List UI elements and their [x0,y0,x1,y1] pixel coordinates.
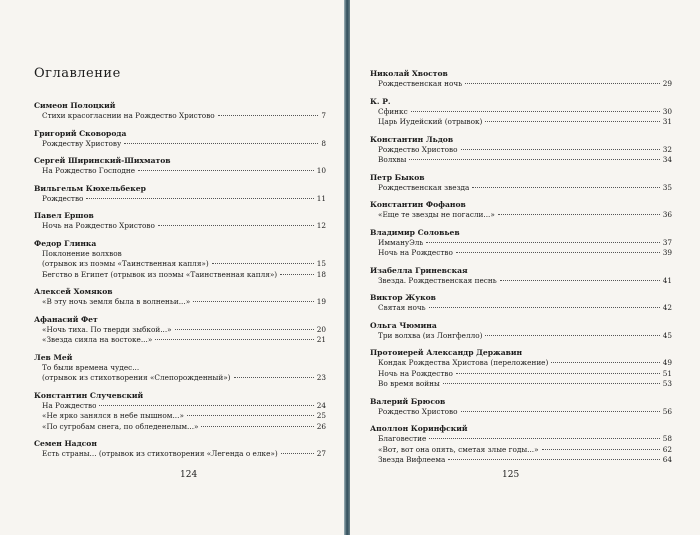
dot-leader [461,149,660,150]
contents-heading: Оглавление [34,66,121,81]
toc-item[interactable] [34,270,326,281]
toc-item[interactable] [370,369,672,380]
dot-leader [485,335,659,336]
toc-item-title: На Рождество Господне [42,166,136,175]
toc-item[interactable] [34,449,326,460]
toc-entry [34,438,326,460]
toc-item-title: Ночь на Рождество Христово [42,221,155,230]
toc-item[interactable] [34,325,326,336]
dot-leader [124,143,318,144]
toc-item[interactable] [370,455,672,466]
toc-entry [370,396,672,418]
dot-leader [280,274,314,275]
dot-leader [551,362,659,363]
toc-item[interactable] [34,194,326,205]
toc-entry [370,423,672,466]
dot-leader [175,329,314,330]
toc-item-title: Царь Иудейский (отрывок) [378,117,483,126]
toc-author: Лев Мей [34,352,73,362]
dot-leader [542,449,660,450]
toc-author: Николай Хвостов [370,69,448,78]
toc-item-title: Рождество Христово [378,144,458,154]
toc-item-title: Звезда. Рождественская песнь [378,275,497,285]
dot-leader [234,377,314,378]
toc-item-page: 20 [316,324,326,334]
toc-item-title: «По сугробам снега, по обледенелым...» [42,421,199,431]
dot-leader [426,242,659,243]
toc-author: Константин Фофанов [370,200,466,209]
toc-item-page: 34 [662,155,672,164]
toc-author: Федор Глинка [34,238,97,248]
dot-leader [461,411,660,412]
toc-item-title: Рождественская звезда [378,182,470,192]
toc-entry [370,292,672,314]
dot-leader [456,252,660,253]
toc-item-page: 64 [662,455,672,464]
toc-item[interactable] [370,276,672,287]
toc-item-page: 10 [316,166,326,175]
toc-item-page: 27 [316,449,326,458]
toc-item[interactable] [370,407,672,418]
toc-author: Изабелла Гриневская [370,265,468,275]
toc-entry [34,286,326,308]
toc-item-page: 45 [662,330,672,340]
toc-entry [34,128,326,150]
toc-item[interactable] [370,331,672,342]
toc-item-title: Благовестие [378,434,427,443]
toc-item-title: Три волхва (из Лонгфелло) [378,330,483,340]
toc-item-page: 42 [662,303,672,312]
toc-item-title: (отрывок из поэмы «Таинственная капля») [42,259,209,268]
toc-item-title: На Рождество [42,400,97,410]
dot-leader [411,111,660,112]
toc-item-title: (отрывок из стихотворения «Слепорожденный») [42,373,231,382]
toc-item-page: 62 [662,444,672,454]
toc-entry [34,100,326,122]
toc-entry [370,96,672,128]
toc-author: Константин Случевский [34,390,144,400]
toc-item-title: «В эту ночь земля была в волненьи...» [42,297,191,306]
toc-author: Павел Ершов [34,211,94,220]
toc-entry [34,352,326,384]
dot-leader [187,415,314,416]
toc-item-page: 18 [316,269,326,279]
toc-item-title: Бегство в Египет (отрывок из поэмы «Таинственная капля») [42,269,278,279]
toc-item-page: 21 [316,335,326,344]
right-page-number: 125 [502,470,520,480]
toc-author: Протоиерей Александр Державин [370,348,523,357]
toc-entry [370,199,672,221]
toc-item[interactable] [370,445,672,456]
toc-entry [370,265,672,287]
toc-item-page: 49 [662,358,672,367]
toc-item-page: 32 [662,144,672,154]
toc-item[interactable] [34,221,326,232]
dot-leader [155,339,313,340]
toc-author: Владимир Соловьев [370,227,460,237]
toc-author: Семен Надсон [34,439,97,448]
toc-item-page: 15 [316,259,326,268]
toc-entry [34,210,326,232]
toc-item-page: 39 [662,248,672,257]
toc-author: Вильгельм Кюхельбекер [34,183,146,193]
toc-entry [34,183,326,205]
toc-item-page: 35 [662,182,672,192]
toc-item[interactable] [34,111,326,122]
toc-author: К. Р. [370,96,391,106]
toc-item-title: Кондак Рождества Христова (переложение) [378,358,549,367]
toc-item[interactable] [34,363,326,374]
dot-leader [138,170,314,171]
toc-author: Григорий Сковорода [34,128,127,138]
toc-item-title: Рождеству Христову [42,138,122,148]
toc-item-page: 26 [316,421,326,431]
toc-item-title: Рождество [42,193,84,203]
toc-entry [370,227,672,259]
toc-item-page: 24 [316,400,326,410]
toc-item[interactable] [370,145,672,156]
toc-author: Константин Льдов [370,134,454,144]
toc-item[interactable] [34,139,326,150]
toc-item-title: «Ночь тиха. По тверди зыбкой...» [42,324,172,334]
toc-item-title: Поклонение волхвов [42,248,122,258]
dot-leader [218,115,319,116]
toc-item-page: 11 [316,193,326,203]
dot-leader [485,121,659,122]
dot-leader [429,307,660,308]
toc-entry [370,172,672,194]
toc-item-page: 56 [662,406,672,416]
toc-item-page: 19 [316,297,326,306]
toc-entry [370,320,672,342]
toc-author: Сергей Ширинский-Шихматов [34,156,171,165]
dot-leader [193,301,314,302]
toc-entry [34,390,326,433]
dot-leader [500,280,660,281]
right-page [350,0,700,535]
dot-leader [472,187,659,188]
toc-item-page: 58 [662,434,672,443]
toc-item[interactable] [370,210,672,221]
toc-item-title: Ночь на Рождество [378,368,453,378]
toc-item[interactable] [370,155,672,166]
toc-item-page: 31 [662,117,672,126]
toc-item[interactable] [34,259,326,270]
toc-item-page: 30 [662,106,672,116]
toc-item[interactable] [370,303,672,314]
toc-entry [34,155,326,177]
toc-item-title: Рождество Христово [378,406,458,416]
toc-item-title: Рождественская ночь [378,79,463,88]
toc-entry [370,68,672,90]
dot-leader [456,373,660,374]
dot-leader [429,438,659,439]
toc-item-title: Сфинкс [378,106,408,116]
toc-item-page: 12 [316,221,326,230]
toc-item-title: Есть страны... (отрывок из стихотворения «Легенда о елке») [42,449,278,458]
toc-item-title: Ночь на Рождество [378,248,453,257]
dot-leader [409,159,659,160]
toc-item-page: 8 [321,138,326,148]
toc-item[interactable] [34,422,326,433]
toc-item-page: 51 [662,368,672,378]
toc-item-page: 41 [662,275,672,285]
toc-item-title: ИммануЭль [378,237,424,247]
toc-entry [34,314,326,346]
toc-author: Петр Быков [370,172,425,182]
toc-author: Алексей Хомяков [34,287,113,296]
toc-item-title: «Звезда сияла на востоке...» [42,335,153,344]
toc-item-title: «Вот, вот она опять, сметая злые годы...» [378,444,539,454]
toc-author: Симеон Полоцкий [34,101,116,110]
right-toc [370,68,672,472]
dot-leader [158,225,314,226]
dot-leader [281,453,314,454]
toc-entry [370,134,672,166]
toc-item-page: 7 [321,111,326,120]
toc-item-page: 29 [662,79,672,88]
toc-entry [34,238,326,281]
dot-leader [443,383,660,384]
toc-item-title: Волхвы [378,155,407,164]
toc-item-page: 53 [662,379,672,388]
toc-entry [370,347,672,390]
dot-leader [498,214,660,215]
toc-item-title: «Не ярко занялся в небе пышном...» [42,411,184,420]
toc-item[interactable] [370,238,672,249]
toc-item[interactable] [370,358,672,369]
dot-leader [448,459,659,460]
toc-item[interactable] [34,249,326,260]
toc-item[interactable] [34,373,326,384]
toc-item[interactable] [34,335,326,346]
dot-leader [99,405,313,406]
toc-item[interactable] [370,79,672,90]
toc-item-title: «Еще те звезды не погасли...» [378,210,495,219]
toc-author: Ольга Чюмина [370,320,437,330]
toc-item[interactable] [34,166,326,177]
toc-item[interactable] [370,117,672,128]
dot-leader [201,426,313,427]
toc-item-title: Стихи красогласнии на Рождество Христово [42,111,215,120]
toc-item[interactable] [370,434,672,445]
left-page [0,0,344,535]
toc-item[interactable] [370,107,672,118]
toc-item[interactable] [370,183,672,194]
toc-item-page: 25 [316,411,326,420]
toc-item-title: Звезда Вифлеема [378,455,446,464]
toc-author: Аполлон Коринфский [370,424,468,433]
toc-item[interactable] [34,297,326,308]
toc-author: Валерий Брюсов [370,396,446,406]
left-toc [34,100,326,466]
toc-author: Виктор Жуков [370,293,436,302]
toc-item[interactable] [370,379,672,390]
toc-item[interactable] [34,401,326,412]
toc-item[interactable] [370,248,672,259]
toc-item[interactable] [34,411,326,422]
toc-item-title: Святая ночь [378,303,426,312]
toc-item-page: 36 [662,210,672,219]
dot-leader [212,263,314,264]
toc-item-page: 37 [662,237,672,247]
dot-leader [86,198,313,199]
toc-item-title: Во время войны [378,379,440,388]
left-page-number: 124 [180,470,198,480]
toc-author: Афанасий Фет [34,314,98,324]
dot-leader [465,83,659,84]
toc-item-page: 23 [316,373,326,382]
toc-item-title: То были времена чудес... [42,362,140,372]
